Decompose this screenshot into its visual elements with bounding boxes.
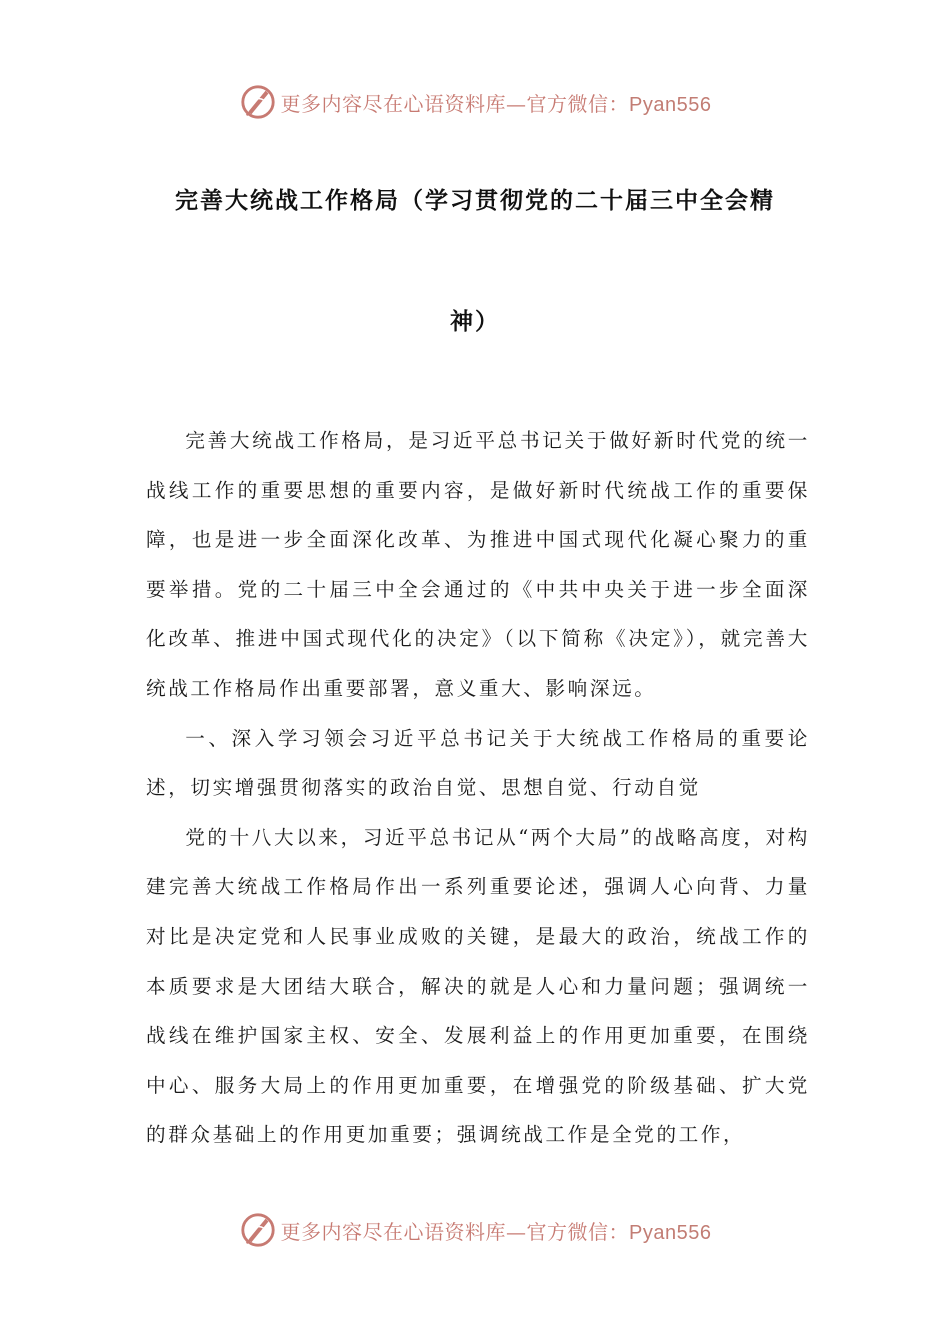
- watermark-brand-text: 更多内容尽在心语资料库—官方微信：: [280, 91, 630, 116]
- footer-watermark: [0, 1206, 950, 1254]
- header-watermark: [0, 78, 950, 126]
- document-title-line2: 神）: [450, 309, 500, 335]
- watermark-brand: [281, 88, 712, 117]
- document-title-line1: 完善大统战工作格局（学习贯彻党的二十届三中全会精: [175, 188, 775, 214]
- watermark-wechat-id: Pyan556: [629, 93, 712, 116]
- section-heading: 一、深入学习领会习近平总书记关于大统战工作格局的重要论述，切实增强贯彻落实的政治自觉、思想自觉、行动自觉: [146, 726, 810, 800]
- watermark-brand: [281, 1216, 712, 1245]
- quill-logo-icon: [239, 1211, 277, 1249]
- quill-logo-icon: [239, 83, 277, 121]
- paragraph: 党的十八大以来，习近平总书记从“两个大局”的战略高度，对构建完善大统战工作格局作出一系列重要论述，强调人心向背、力量对比是决定党和人民事业成败的关键，是最大的政治，统战工作的本质要求是大团结大联合，解决的就是人心和力量问题；强调统一战线在维护国家主权、安全、发展利益上的作用更加重要，在围绕中心、服务大局上的作用更加重要，在增强党的阶级基础、扩大党的群众基础上的作用更加重要；强调统战工作是全党的工作，: [146, 825, 810, 1147]
- paragraph: 完善大统战工作格局，是习近平总书记关于做好新时代党的统一战线工作的重要思想的重要内容，是做好新时代统战工作的重要保障，也是进一步全面深化改革、为推进中国式现代化凝心聚力的重要举措。党的二十届三中全会通过的《中共中央关于进一步全面深化改革、推进中国式现代化的决定》（以下简称《决定》），就完善大统战工作格局作出重要部署，意义重大、影响深远。: [146, 429, 810, 700]
- watermark-brand-text: 更多内容尽在心语资料库—官方微信：: [280, 1219, 630, 1244]
- document-body: [146, 416, 810, 1160]
- watermark-wechat-id: Pyan556: [629, 1221, 712, 1244]
